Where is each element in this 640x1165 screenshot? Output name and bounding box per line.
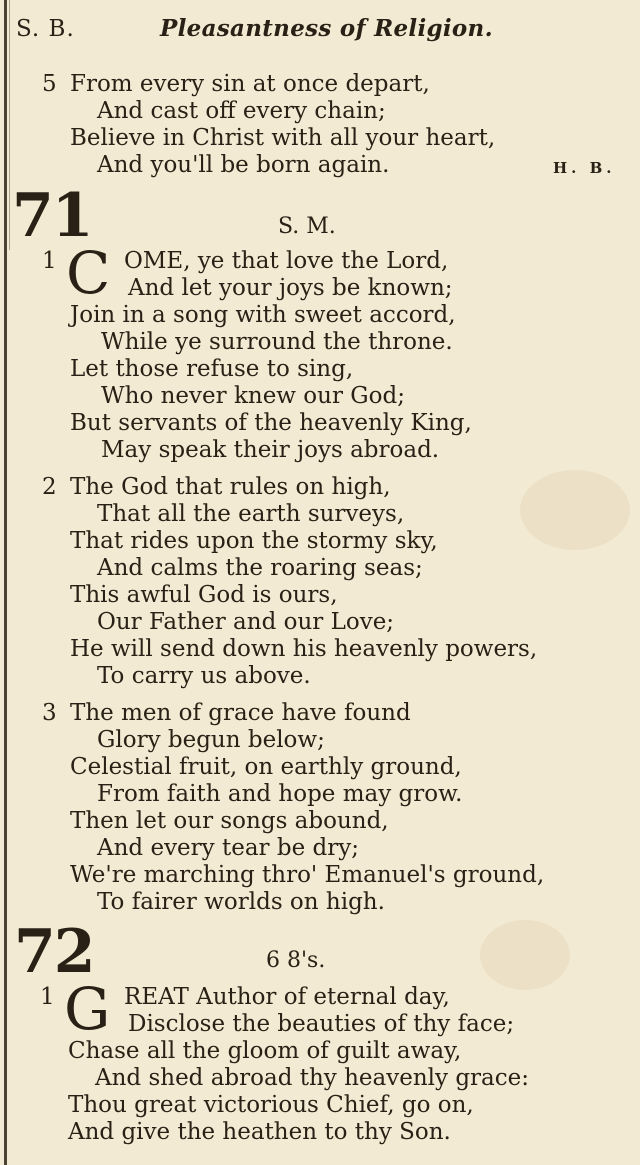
page-gutter-shadow: [9, 0, 10, 250]
verse-line: Join in a song with sweet accord,: [70, 302, 456, 328]
verse-line: And you'll be born again.: [97, 152, 390, 178]
verse-line: And let your joys be known;: [128, 275, 453, 301]
verse-line: May speak their joys abroad.: [101, 437, 440, 463]
verse-line: Disclose the beauties of thy face;: [128, 1011, 515, 1037]
verse-line: He will send down his heavenly powers,: [70, 636, 538, 662]
verse-line: Let those refuse to sing,: [70, 356, 354, 382]
verse-line: We're marching thro' Emanuel's ground,: [70, 862, 545, 888]
hymn-number: 71: [12, 181, 92, 251]
page-running-title: Pleasantness of Religion.: [160, 15, 493, 42]
verse-line: Then let our songs abound,: [70, 808, 389, 834]
verse-number: 5: [42, 71, 57, 97]
verse-line: This awful God is ours,: [70, 582, 338, 608]
verse-line: The men of grace have found: [70, 700, 411, 726]
verse-number: 1: [42, 248, 57, 274]
paper-stain: [480, 920, 570, 990]
hymn-number: 72: [14, 917, 94, 987]
hymn-author-initials: H. B.: [553, 159, 616, 177]
verse-line: Thou great victorious Chief, go on,: [68, 1092, 474, 1118]
hymn-meter: 6 8's.: [266, 948, 326, 973]
verse-line: Our Father and our Love;: [97, 609, 395, 635]
verse-line: REAT Author of eternal day,: [124, 984, 450, 1010]
page-section-mark: S. B.: [16, 16, 75, 42]
verse-line: And cast off every chain;: [97, 98, 386, 124]
verse-line: That all the earth surveys,: [97, 501, 405, 527]
verse-line: And give the heathen to thy Son.: [68, 1119, 451, 1145]
drop-cap: G: [64, 975, 111, 1043]
verse-line: From every sin at once depart,: [70, 71, 430, 97]
hymn-meter: S. M.: [278, 214, 336, 239]
verse-line: And shed abroad thy heavenly grace:: [95, 1065, 529, 1091]
paper-stain: [520, 470, 630, 550]
verse-line: But servants of the heavenly King,: [70, 410, 472, 436]
verse-number: 2: [42, 474, 57, 500]
page-gutter-line: [4, 0, 7, 1165]
verse-line: The God that rules on high,: [70, 474, 391, 500]
verse-number: 1: [40, 984, 55, 1010]
verse-line: While ye surround the throne.: [101, 329, 453, 355]
verse-line: Who never knew our God;: [101, 383, 405, 409]
verse-line: OME, ye that love the Lord,: [124, 248, 449, 274]
verse-line: To carry us above.: [97, 663, 311, 689]
verse-line: And calms the roaring seas;: [97, 555, 423, 581]
verse-line: That rides upon the stormy sky,: [70, 528, 438, 554]
verse-line: Chase all the gloom of guilt away,: [68, 1038, 462, 1064]
verse-line: To fairer worlds on high.: [97, 889, 385, 915]
verse-number: 3: [42, 700, 57, 726]
verse-line: Celestial fruit, on earthly ground,: [70, 754, 462, 780]
verse-line: From faith and hope may grow.: [97, 781, 463, 807]
verse-line: Believe in Christ with all your heart,: [70, 125, 496, 151]
verse-line: And every tear be dry;: [97, 835, 359, 861]
drop-cap: C: [66, 239, 111, 307]
verse-line: Glory begun below;: [97, 727, 325, 753]
